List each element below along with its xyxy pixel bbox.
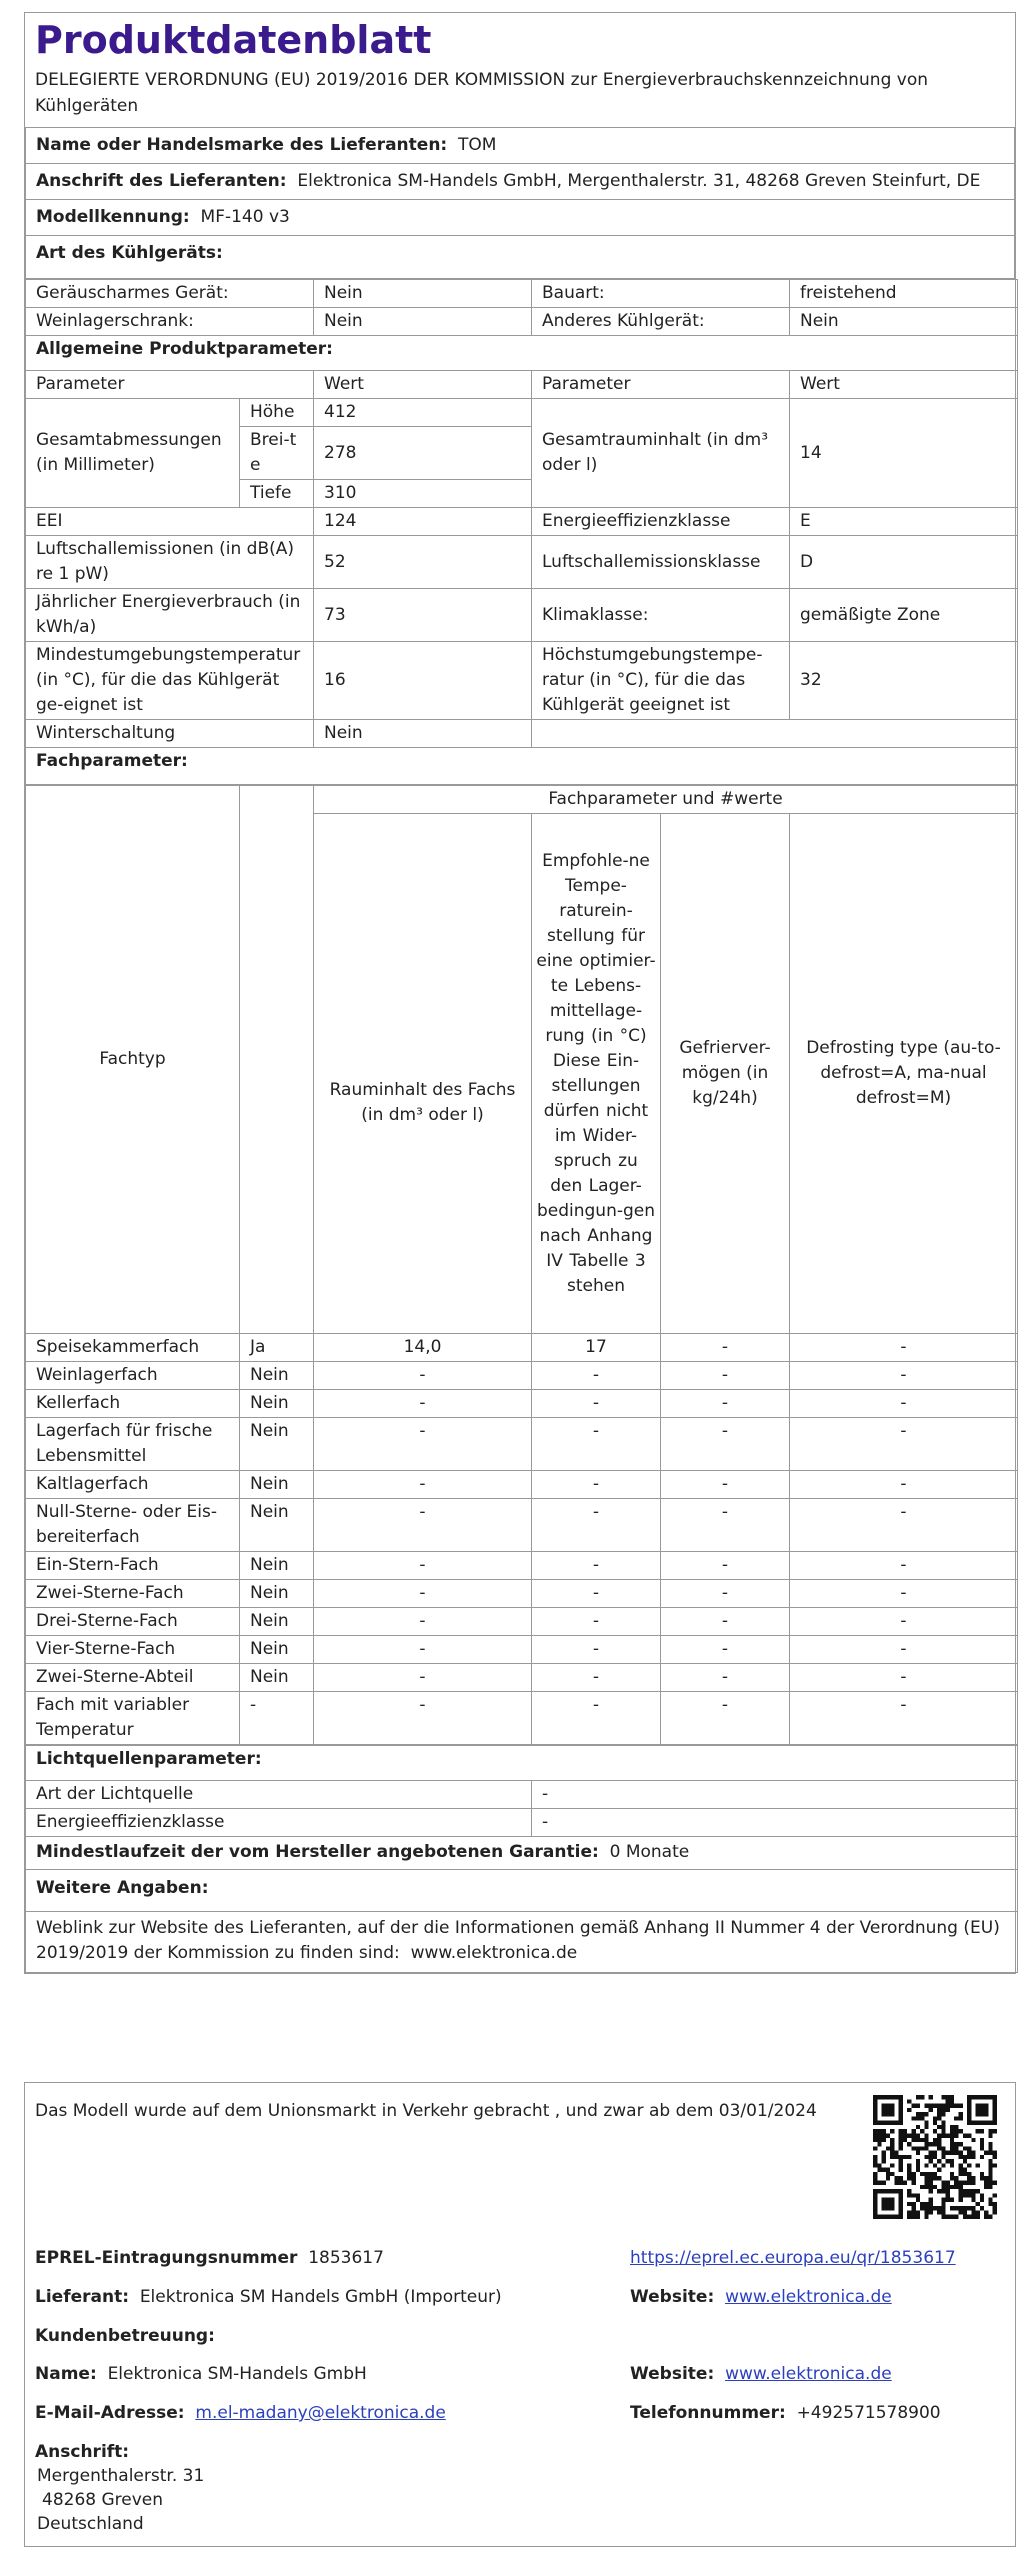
compartment-freeze: -: [661, 1636, 790, 1664]
other-appliance-value: Nein: [790, 308, 1018, 336]
total-volume-label: Gesamtrauminhalt (in dm³ oder l): [532, 399, 790, 508]
max-temp-value: 32: [790, 642, 1018, 720]
table-row: [26, 1870, 1018, 1912]
compartment-defrost: -: [790, 1499, 1018, 1552]
compartment-temp: -: [532, 1608, 661, 1636]
eprel-link[interactable]: https://eprel.ec.europa.eu/qr/1853617: [630, 2248, 956, 2268]
compartment-present: Nein: [240, 1580, 314, 1608]
annual-energy-label: Jährlicher Energieverbrauch (in kWh/a): [26, 589, 314, 642]
table-row: [26, 336, 1018, 371]
compartments-heading: Fachparameter:: [26, 748, 1018, 785]
table-row: [26, 1781, 1018, 1809]
compartment-temp: -: [532, 1580, 661, 1608]
winter-label: Winterschaltung: [26, 720, 314, 748]
depth-label: Tiefe: [240, 480, 314, 508]
website-row: [630, 2285, 892, 2309]
compartment-temp: -: [532, 1636, 661, 1664]
table-row: [26, 508, 1018, 536]
table-row: [26, 786, 1018, 814]
more-heading: Weitere Angaben:: [26, 1870, 1018, 1912]
eprel-footer: [24, 2082, 1016, 2547]
climate-class-label: Klimaklasse:: [532, 589, 790, 642]
compartment-present: Nein: [240, 1608, 314, 1636]
other-appliance-label: Anderes Kühlgerät:: [532, 308, 790, 336]
table-row: [26, 589, 1018, 642]
compartment-freeze: -: [661, 1608, 790, 1636]
compartment-name: Lagerfach für frische Lebensmittel: [26, 1418, 240, 1471]
compartment-freeze: -: [661, 1390, 790, 1418]
noise-label: Luftschallemissionen (in dB(A) re 1 pW): [26, 536, 314, 589]
compartment-volume: -: [314, 1418, 532, 1471]
general-parameters-table: [25, 279, 1018, 785]
compartment-present: Nein: [240, 1390, 314, 1418]
address-line-1: Mergenthalerstr. 31: [37, 2466, 205, 2486]
col-param: Parameter: [26, 371, 314, 399]
light-class-value: -: [532, 1809, 1018, 1837]
compartment-temp: -: [532, 1471, 661, 1499]
noise-value: 52: [314, 536, 532, 589]
col-value: Wert: [314, 371, 532, 399]
table-row: [26, 1499, 1018, 1552]
supplier-address-value: Elektronica SM-Handels GmbH, Mergenthalerstr. 31, 48268 Greven Steinfurt, DE: [297, 171, 981, 191]
compartment-defrost: -: [790, 1636, 1018, 1664]
table-row: [26, 1552, 1018, 1580]
energy-class-label: Energieeffizienzklasse: [532, 508, 790, 536]
empty-cell: [240, 786, 314, 1334]
address-label: Anschrift:: [35, 2442, 130, 2462]
table-row: [26, 1692, 1018, 1745]
supplier-address-row: [25, 164, 1015, 200]
compartment-temp: -: [532, 1418, 661, 1471]
compartment-temp: -: [532, 1692, 661, 1745]
website-link[interactable]: www.elektronica.de: [725, 2287, 892, 2307]
compartment-defrost: -: [790, 1664, 1018, 1692]
website-row-2: [630, 2362, 892, 2386]
compartment-freeze: -: [661, 1664, 790, 1692]
col-compartment-type: Fachtyp: [26, 786, 240, 1334]
col-value-2: Wert: [790, 371, 1018, 399]
eprel-value: 1853617: [308, 2248, 384, 2268]
website-label: Website:: [630, 2287, 715, 2307]
light-type-value: -: [532, 1781, 1018, 1809]
compartment-defrost: -: [790, 1471, 1018, 1499]
compartment-name: Kaltlagerfach: [26, 1471, 240, 1499]
wine-cabinet-value: Nein: [314, 308, 532, 336]
compartment-freeze: -: [661, 1334, 790, 1362]
email-label: E-Mail-Adresse:: [35, 2403, 185, 2423]
warranty-label: Mindestlaufzeit der vom Hersteller angebotenen Garantie:: [36, 1842, 599, 1862]
website-label-2: Website:: [630, 2364, 715, 2384]
col-volume: Rauminhalt des Fachs (in dm³ oder l): [314, 814, 532, 1334]
supplier-name-row: [25, 127, 1015, 164]
email-link[interactable]: m.el-madany@elektronica.de: [195, 2403, 446, 2423]
regulation-subtitle: DELEGIERTE VERORDNUNG (EU) 2019/2016 DER KOMMISSION zur Energieverbrauchskennzeichnung von Kühlgeräten: [35, 70, 929, 116]
website-link-2[interactable]: www.elektronica.de: [725, 2364, 892, 2384]
compartment-defrost: -: [790, 1608, 1018, 1636]
compartment-freeze: -: [661, 1499, 790, 1552]
height-value: 412: [314, 399, 532, 427]
page-title: Produktdatenblatt: [35, 18, 432, 62]
compartment-present: -: [240, 1692, 314, 1745]
compartment-temp: -: [532, 1390, 661, 1418]
compartment-freeze: -: [661, 1580, 790, 1608]
compartment-freeze: -: [661, 1471, 790, 1499]
service-name-value: Elektronica SM-Handels GmbH: [107, 2364, 367, 2384]
compartment-rows: [26, 1334, 1018, 1745]
supplier-label: Lieferant:: [35, 2287, 129, 2307]
table-row: [26, 720, 1018, 748]
model-row: [25, 200, 1015, 236]
compartment-defrost: -: [790, 1692, 1018, 1745]
warranty-value: 0 Monate: [609, 1842, 690, 1862]
compartment-present: Nein: [240, 1636, 314, 1664]
table-row: [26, 1746, 1018, 1781]
phone-value: +492571578900: [796, 2403, 941, 2423]
low-noise-value: Nein: [314, 280, 532, 308]
width-value: 278: [314, 427, 532, 480]
supplier-row: [35, 2285, 502, 2309]
table-row: [26, 642, 1018, 720]
winter-value: Nein: [314, 720, 532, 748]
compartment-volume: -: [314, 1580, 532, 1608]
compartment-name: Fach mit variabler Temperatur: [26, 1692, 240, 1745]
supplier-address-label: Anschrift des Lieferanten:: [36, 171, 287, 191]
annual-energy-value: 73: [314, 589, 532, 642]
supplier-value: Elektronica SM Handels GmbH (Importeur): [139, 2287, 502, 2307]
service-name-row: [35, 2362, 367, 2386]
total-volume-value: 14: [790, 399, 1018, 508]
customer-service-heading: Kundenbetreuung:: [35, 2326, 215, 2346]
table-row: [26, 308, 1018, 336]
weblink-text: Weblink zur Website des Lieferanten, auf der die Informationen gemäß Anhang II Nummer 4 der Verordnung (EU) 2019/2019 der Kommission zu finden sind:: [36, 1918, 1000, 1963]
col-freezing-capacity: Gefrierver-mögen (in kg/24h): [661, 814, 790, 1334]
compartment-name: Zwei-Sterne-Fach: [26, 1580, 240, 1608]
depth-value: 310: [314, 480, 532, 508]
design-value: freistehend: [790, 280, 1018, 308]
light-class-label: Energieeffizienzklasse: [26, 1809, 532, 1837]
compartment-temp: -: [532, 1664, 661, 1692]
climate-class-value: gemäßigte Zone: [790, 589, 1018, 642]
table-row: [26, 399, 1018, 427]
compartment-volume: -: [314, 1362, 532, 1390]
compartment-defrost: -: [790, 1580, 1018, 1608]
compartment-freeze: -: [661, 1552, 790, 1580]
table-row: [26, 1580, 1018, 1608]
height-label: Höhe: [240, 399, 314, 427]
phone-row: [630, 2401, 941, 2425]
compartment-defrost: -: [790, 1334, 1018, 1362]
table-row: [26, 536, 1018, 589]
address-line-3: Deutschland: [37, 2514, 144, 2534]
compartment-defrost: -: [790, 1390, 1018, 1418]
compartment-volume: -: [314, 1390, 532, 1418]
eei-value: 124: [314, 508, 532, 536]
compartment-defrost: -: [790, 1362, 1018, 1390]
service-name-label: Name:: [35, 2364, 97, 2384]
width-label: Brei-te: [240, 427, 314, 480]
min-temp-value: 16: [314, 642, 532, 720]
compartment-temp: 17: [532, 1334, 661, 1362]
warranty-row: [26, 1837, 1018, 1870]
compartment-volume: -: [314, 1552, 532, 1580]
model-value: MF-140 v3: [200, 207, 290, 227]
general-heading: Allgemeine Produktparameter:: [26, 336, 1018, 371]
table-row: [26, 1390, 1018, 1418]
table-row: [26, 1471, 1018, 1499]
col-param-2: Parameter: [532, 371, 790, 399]
compartment-freeze: -: [661, 1362, 790, 1390]
noise-class-value: D: [790, 536, 1018, 589]
compartment-present: Ja: [240, 1334, 314, 1362]
market-text: Das Modell wurde auf dem Unionsmarkt in Verkehr gebracht , und zwar ab dem 03/01/2024: [35, 2101, 817, 2121]
min-temp-label: Mindestumgebungstemperatur (in °C), für die das Kühlgerät ge-eignet ist: [26, 642, 314, 720]
table-row: [26, 280, 1018, 308]
table-row: [26, 1809, 1018, 1837]
model-label: Modellkennung:: [36, 207, 190, 227]
compartment-present: Nein: [240, 1418, 314, 1471]
weblink-row: [26, 1912, 1018, 1973]
compartment-name: Drei-Sterne-Fach: [26, 1608, 240, 1636]
compartment-name: Zwei-Sterne-Abteil: [26, 1664, 240, 1692]
table-row: [26, 1837, 1018, 1870]
compartment-present: Nein: [240, 1362, 314, 1390]
table-row: [26, 1912, 1018, 1973]
compartment-present: Nein: [240, 1664, 314, 1692]
light-heading: Lichtquellenparameter:: [26, 1746, 1018, 1781]
compartment-name: Ein-Stern-Fach: [26, 1552, 240, 1580]
compartment-name: Kellerfach: [26, 1390, 240, 1418]
eprel-row: [35, 2246, 384, 2270]
compartment-defrost: -: [790, 1418, 1018, 1471]
compartment-present: Nein: [240, 1499, 314, 1552]
compartment-volume: -: [314, 1692, 532, 1745]
compartment-name: Vier-Sterne-Fach: [26, 1636, 240, 1664]
device-type-heading: Art des Kühlgeräts:: [25, 236, 1015, 279]
product-data-sheet: [24, 12, 1016, 1974]
compartment-freeze: -: [661, 1692, 790, 1745]
design-label: Bauart:: [532, 280, 790, 308]
address-line-2: 48268 Greven: [42, 2490, 164, 2510]
compartment-temp: -: [532, 1552, 661, 1580]
compartment-volume: -: [314, 1664, 532, 1692]
group-header: Fachparameter und #werte: [314, 786, 1018, 814]
table-row: [26, 1608, 1018, 1636]
compartment-temp: -: [532, 1499, 661, 1552]
light-type-label: Art der Lichtquelle: [26, 1781, 532, 1809]
compartment-freeze: -: [661, 1418, 790, 1471]
energy-class-value: E: [790, 508, 1018, 536]
compartment-defrost: -: [790, 1552, 1018, 1580]
table-row: [26, 748, 1018, 785]
table-row: [26, 371, 1018, 399]
low-noise-label: Geräuscharmes Gerät:: [26, 280, 314, 308]
compartment-present: Nein: [240, 1552, 314, 1580]
table-row: [26, 1664, 1018, 1692]
compartment-temp: -: [532, 1362, 661, 1390]
supplier-name-label: Name oder Handelsmarke des Lieferanten:: [36, 135, 448, 155]
compartment-name: Speisekammerfach: [26, 1334, 240, 1362]
dimensions-label: Gesamtabmessungen (in Millimeter): [26, 399, 240, 508]
col-defrost-type: Defrosting type (au-to-defrost=A, ma-nual defrost=M): [790, 814, 1018, 1334]
light-table: [25, 1745, 1018, 1973]
qr-code-icon[interactable]: [873, 2095, 997, 2219]
email-row: [35, 2401, 446, 2425]
phone-label: Telefonnummer:: [630, 2403, 786, 2423]
eprel-label: EPREL-Eintragungsnummer: [35, 2248, 298, 2268]
weblink-value[interactable]: www.elektronica.de: [410, 1943, 578, 1963]
compartment-volume: -: [314, 1471, 532, 1499]
compartments-table: [25, 785, 1018, 1745]
compartment-present: Nein: [240, 1471, 314, 1499]
compartment-name: Null-Sterne- oder Eis-bereiterfach: [26, 1499, 240, 1552]
compartment-volume: 14,0: [314, 1334, 532, 1362]
compartment-volume: -: [314, 1608, 532, 1636]
compartment-volume: -: [314, 1499, 532, 1552]
eei-label: EEI: [26, 508, 314, 536]
compartment-volume: -: [314, 1636, 532, 1664]
wine-cabinet-label: Weinlagerschrank:: [26, 308, 314, 336]
max-temp-label: Höchstumgebungstempe-ratur (in °C), für die das Kühlgerät geeignet ist: [532, 642, 790, 720]
table-row: [26, 1362, 1018, 1390]
table-row: [26, 1334, 1018, 1362]
table-row: [26, 1636, 1018, 1664]
empty-cell: [532, 720, 1018, 748]
noise-class-label: Luftschallemissionsklasse: [532, 536, 790, 589]
col-recommended-temp: Empfohle-ne Tempe-raturein-stellung für eine optimier-te Lebens-mittellage-rung (in °C) Diese Ein-stellungen dürfen nicht im Wider-spruch zu den Lager-bedingun-gen nach Anhang IV Tabelle 3 stehen: [532, 814, 661, 1334]
supplier-name-value: TOM: [458, 135, 497, 155]
table-row: [26, 1418, 1018, 1471]
compartment-name: Weinlagerfach: [26, 1362, 240, 1390]
